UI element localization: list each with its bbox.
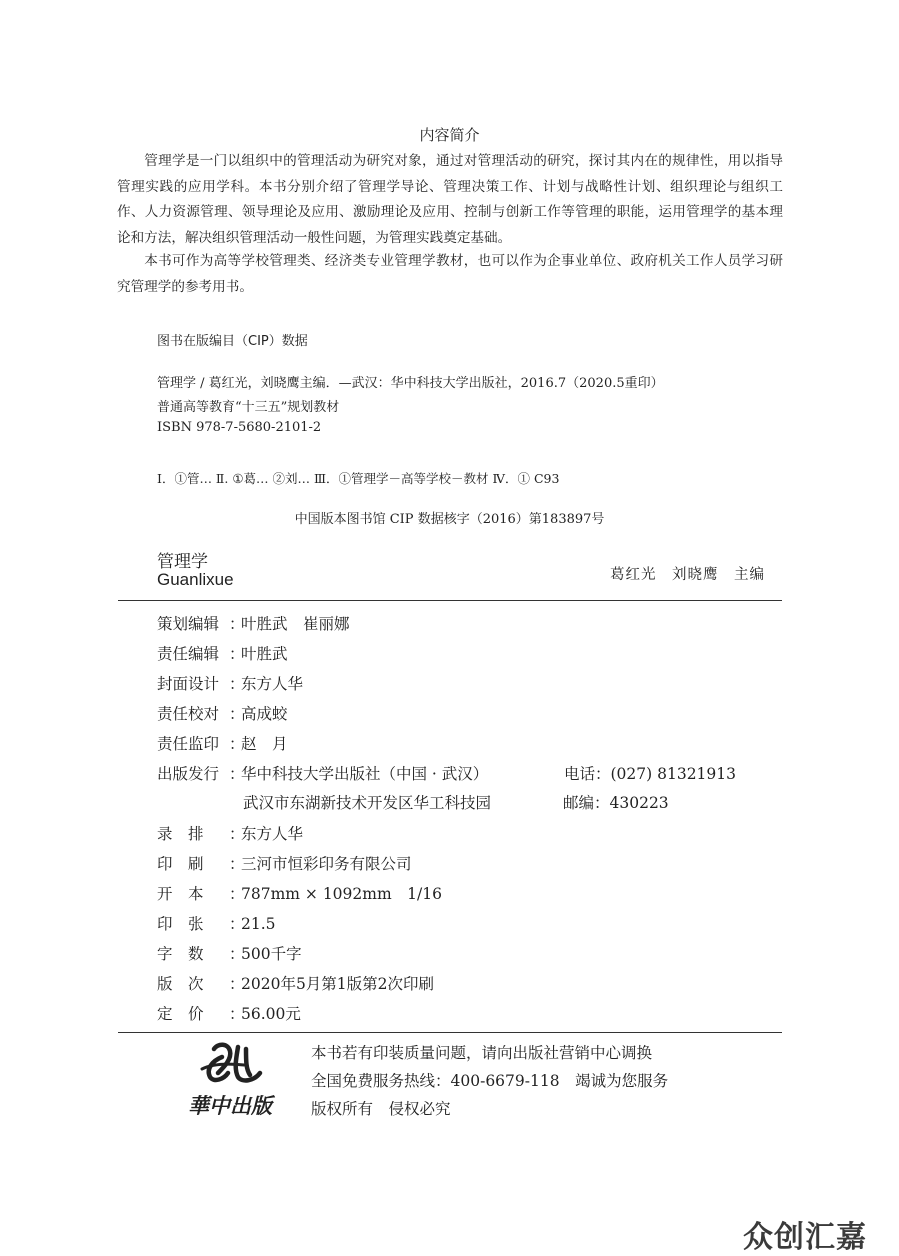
credit-label: 责任编辑 bbox=[157, 645, 220, 663]
book-title: 管理学 bbox=[157, 552, 208, 572]
spec-label: 开 本 bbox=[157, 885, 204, 903]
spec-value: 东方人华 bbox=[241, 825, 304, 843]
spec-colon: ： bbox=[229, 975, 245, 993]
book-pinyin: Guanlixue bbox=[157, 570, 234, 589]
footer-copyright: 版权所有 侵权必究 bbox=[311, 1100, 451, 1118]
credit-label: 出版发行 bbox=[157, 765, 220, 783]
spec-row bbox=[157, 942, 302, 964]
credit-row bbox=[157, 612, 350, 634]
spec-value: 21.5 bbox=[241, 915, 276, 933]
spec-colon: ： bbox=[229, 945, 245, 963]
spec-row bbox=[157, 822, 303, 844]
cip-line-1: 管理学 / 葛红光，刘晓鹰主编．—武汉：华中科技大学出版社，2016.7（2020.5重印） bbox=[157, 376, 664, 391]
credit-value: 赵 月 bbox=[241, 735, 288, 753]
cip-heading: 图书在版编目（CIP）数据 bbox=[157, 334, 308, 349]
credit-row bbox=[157, 672, 303, 694]
cip-isbn: ISBN 978-7-5680-2101-2 bbox=[157, 420, 322, 435]
spec-row bbox=[157, 882, 442, 904]
watermark: 众创汇嘉 bbox=[743, 1220, 867, 1255]
credit-colon: ： bbox=[229, 645, 245, 663]
intro-paragraph-2: 本书可作为高等学校管理类、经济类专业管理学教材，也可以作为企事业单位、政府机关工作人员学习研究管理学的参考用书。 bbox=[117, 253, 783, 295]
credit-row bbox=[157, 702, 288, 724]
publisher-name: 华中科技大学出版社（中国 · 武汉） bbox=[241, 765, 489, 783]
credit-colon: ： bbox=[229, 705, 245, 723]
book-editors: 葛红光 刘晓鹰 主编 bbox=[610, 567, 765, 583]
spec-row bbox=[157, 1002, 301, 1024]
spec-value: 三河市恒彩印务有限公司 bbox=[241, 855, 412, 873]
spec-label: 字 数 bbox=[157, 945, 204, 963]
spec-label: 印 刷 bbox=[157, 855, 204, 873]
spec-value: 500千字 bbox=[241, 945, 302, 963]
publisher-logo-icon bbox=[184, 1039, 288, 1123]
spec-label: 印 张 bbox=[157, 915, 204, 933]
spec-label: 录 排 bbox=[157, 825, 204, 843]
credit-value: 叶胜武 bbox=[241, 645, 288, 663]
credit-value: 叶胜武 崔丽娜 bbox=[241, 615, 350, 633]
spec-colon: ： bbox=[229, 1005, 245, 1023]
intro-title: 内容简介 bbox=[419, 126, 480, 144]
spec-label: 定 价 bbox=[157, 1005, 204, 1023]
spec-value: 56.00元 bbox=[241, 1005, 301, 1023]
credit-label: 策划编辑 bbox=[157, 615, 220, 633]
spec-row bbox=[157, 852, 412, 874]
cip-classification: Ⅰ．①管… Ⅱ. ①葛… ②刘… Ⅲ．①管理学－高等学校－教材 Ⅳ．① C93 bbox=[157, 471, 560, 486]
spec-label: 版 次 bbox=[157, 975, 204, 993]
cip-line-2: 普通高等教育“十三五”规划教材 bbox=[157, 400, 340, 415]
bottom-divider bbox=[118, 1032, 782, 1033]
credit-row bbox=[157, 732, 288, 754]
top-divider bbox=[118, 600, 782, 601]
cip-data-number: 中国版本图书馆 CIP 数据核字（2016）第183897号 bbox=[294, 512, 605, 527]
credit-value: 高成蛟 bbox=[241, 705, 288, 723]
intro-paragraph-1: 管理学是一门以组织中的管理活动为研究对象，通过对管理活动的研究，探讨其内在的规律性，用以指导管理实践的应用学科。本书分别介绍了管理学导论、管理决策工作、计划与战略性计划、组织理论与组织工作、人力资源管理、领导理论及应用、激励理论及应用、控制与创新工作等管理的职能，运用管理学的基本理论和方法，解决组织管理活动一般性问题，为管理实践奠定基础。 bbox=[117, 153, 783, 246]
spec-colon: ： bbox=[229, 885, 245, 903]
publisher-address: 武汉市东湖新技术开发区华工科技园 bbox=[243, 794, 492, 812]
spec-colon: ： bbox=[229, 855, 245, 873]
publisher-postcode: 邮编：430223 bbox=[563, 794, 669, 812]
publisher-logo bbox=[184, 1039, 288, 1123]
spec-row bbox=[157, 912, 276, 934]
spec-colon: ： bbox=[229, 915, 245, 933]
credit-row bbox=[157, 642, 288, 664]
footer-hotline: 全国免费服务热线：400-6679-118 竭诚为您服务 bbox=[311, 1072, 669, 1090]
spec-colon: ： bbox=[229, 825, 245, 843]
credit-colon: ： bbox=[229, 615, 245, 633]
credit-label: 封面设计 bbox=[157, 675, 220, 693]
credit-label: 责任监印 bbox=[157, 735, 220, 753]
credit-label: 责任校对 bbox=[157, 705, 220, 723]
credit-colon: ： bbox=[229, 675, 245, 693]
credit-value: 东方人华 bbox=[241, 675, 304, 693]
credit-colon: ： bbox=[229, 735, 245, 753]
spec-row bbox=[157, 972, 434, 994]
publisher-phone: 电话：(027) 81321913 bbox=[564, 765, 736, 783]
publisher-logo-text: 華中出版 bbox=[188, 1093, 272, 1118]
footer-quality-notice: 本书若有印装质量问题，请向出版社营销中心调换 bbox=[311, 1044, 653, 1062]
spec-value: 2020年5月第1版第2次印刷 bbox=[241, 975, 435, 993]
credit-colon: ： bbox=[229, 765, 245, 783]
publisher-row bbox=[157, 762, 736, 784]
spec-value: 787mm × 1092mm 1/16 bbox=[241, 885, 442, 903]
